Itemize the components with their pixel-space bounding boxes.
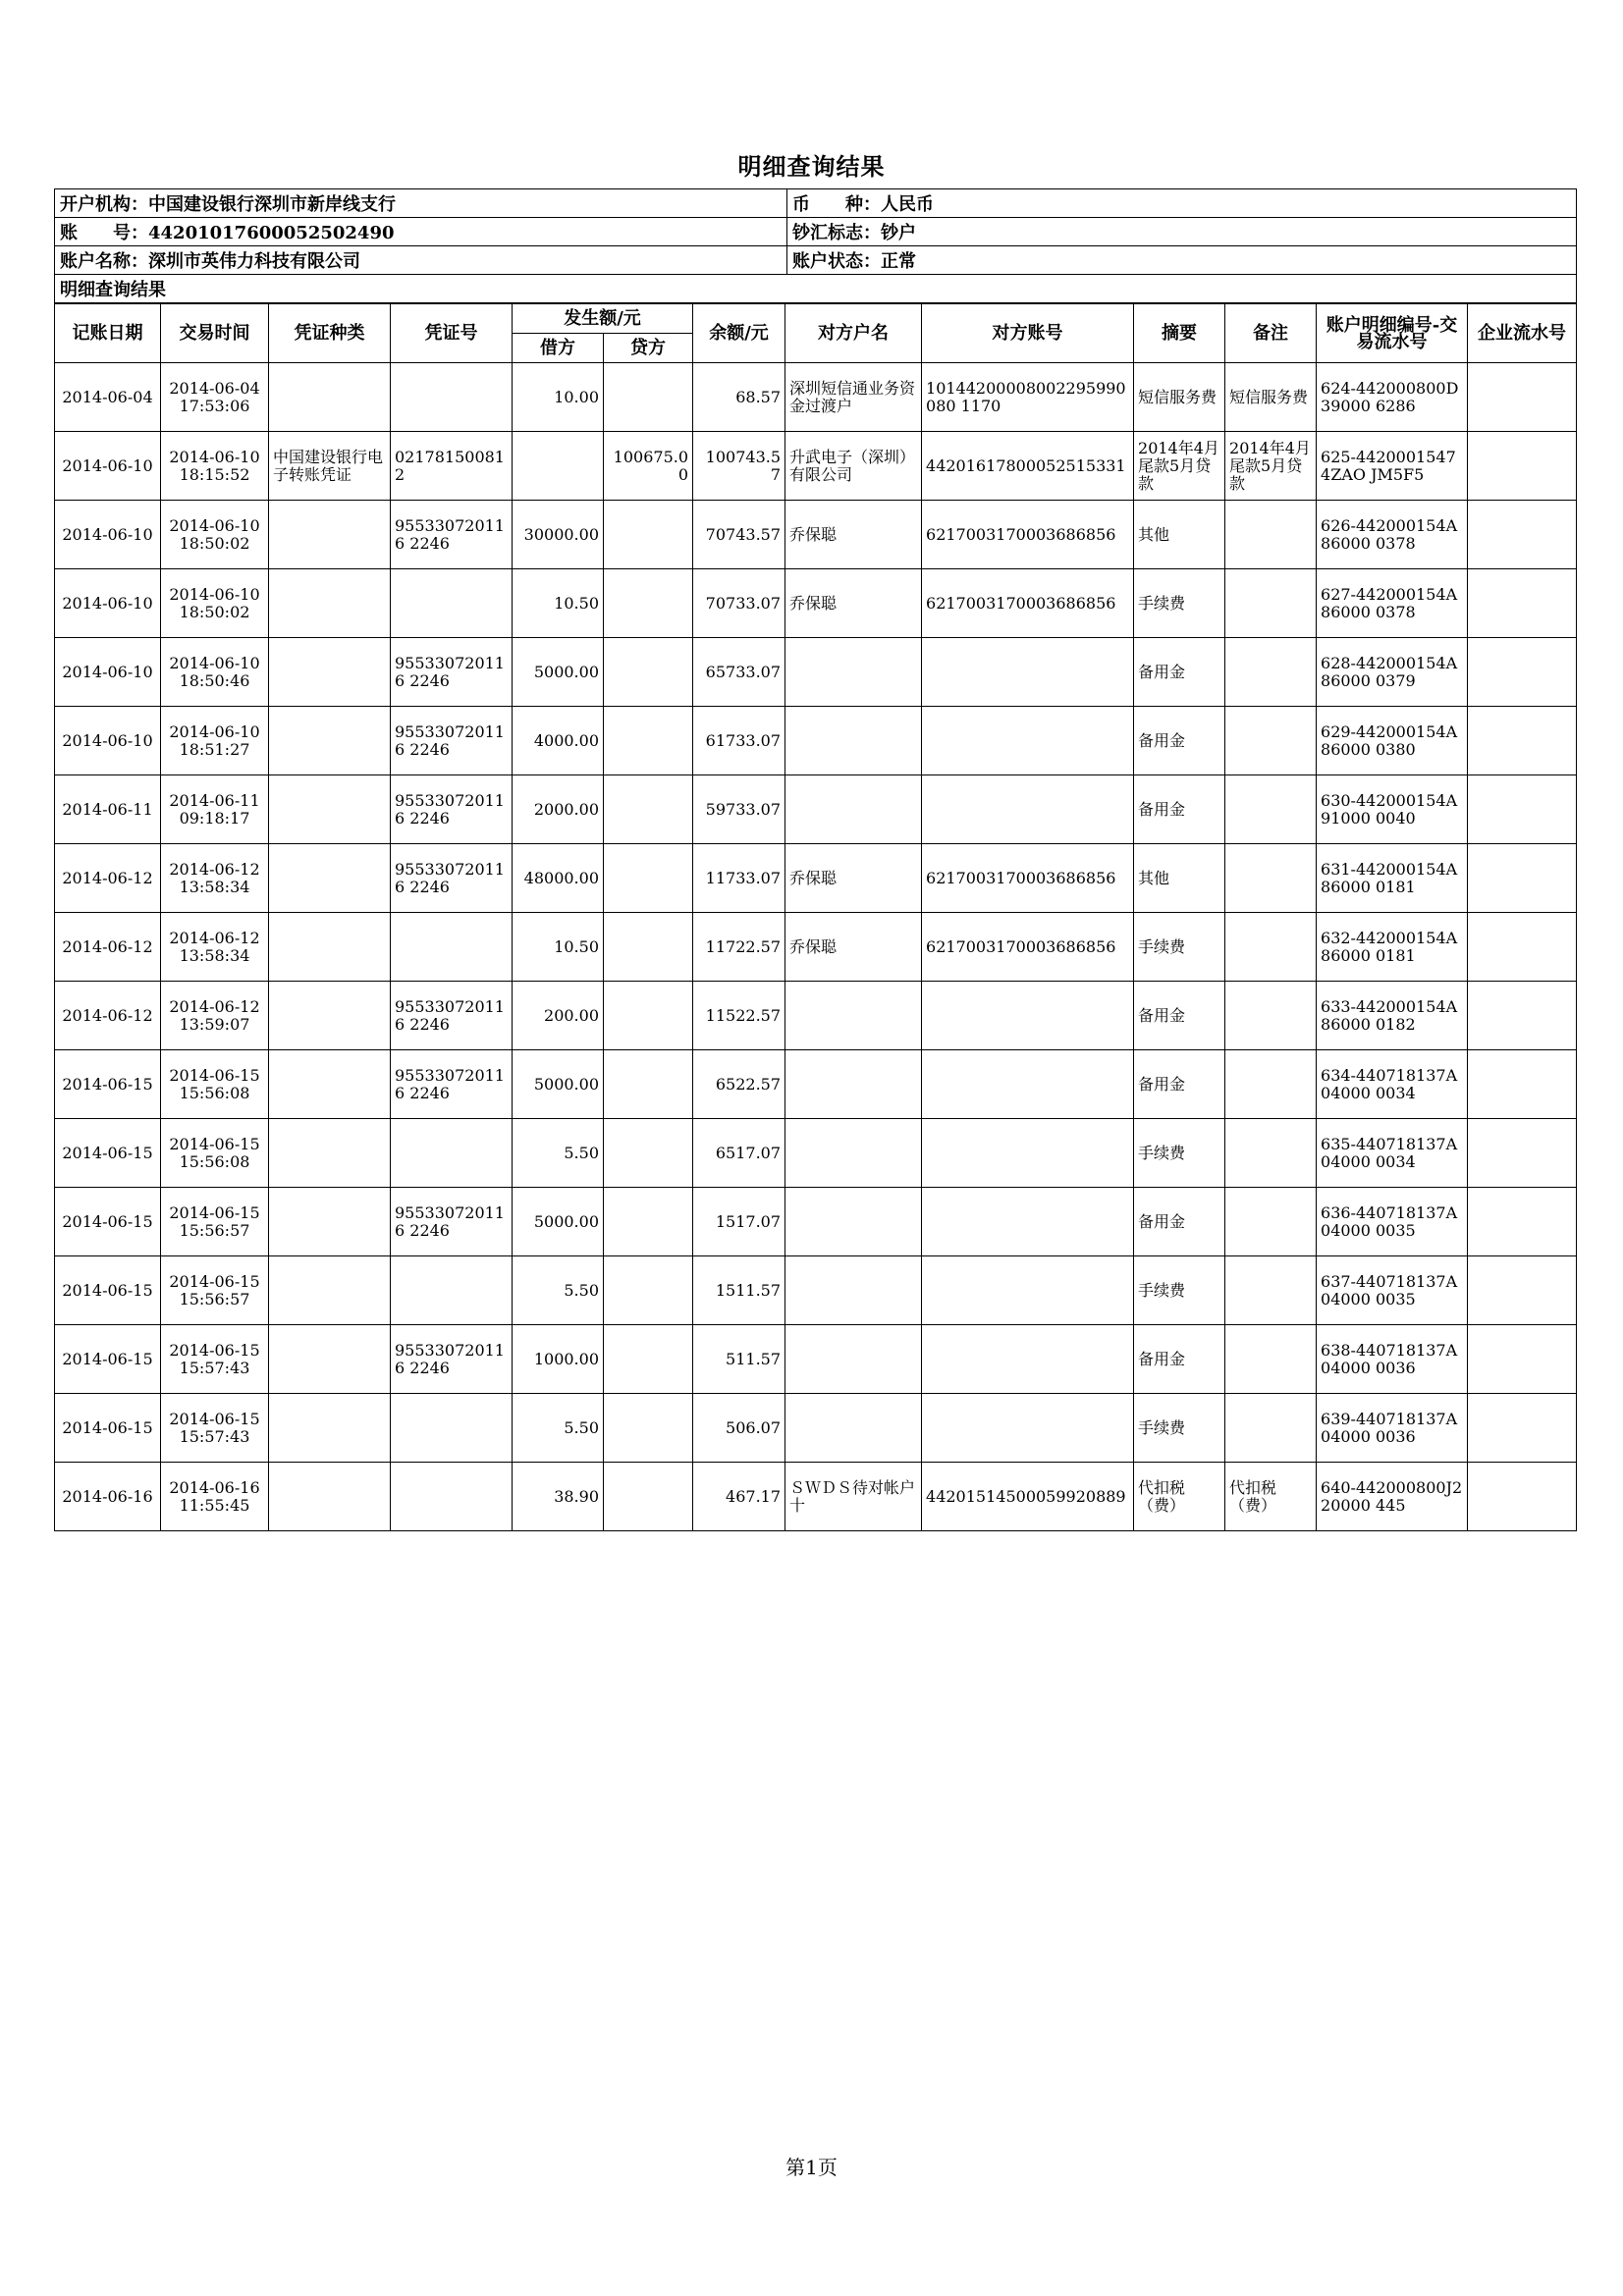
cell-party-account: 6217003170003686856	[922, 569, 1134, 638]
cell-serial: 634-440718137A04000 0034	[1317, 1050, 1468, 1119]
cell-enterprise-serial	[1468, 1119, 1577, 1188]
cell-party-name: 升武电子（深圳）有限公司	[785, 432, 922, 501]
cell-credit	[604, 1188, 693, 1256]
cell-party-account	[922, 707, 1134, 775]
cell-date: 2014-06-10	[55, 501, 161, 569]
cell-remark	[1225, 1256, 1317, 1325]
cell-party-name	[785, 1188, 922, 1256]
cash-flag-value: 钞户	[881, 223, 916, 243]
cell-date: 2014-06-12	[55, 982, 161, 1050]
cell-party-name	[785, 1256, 922, 1325]
cell-remark	[1225, 775, 1317, 844]
cell-date: 2014-06-10	[55, 432, 161, 501]
cell-date: 2014-06-15	[55, 1119, 161, 1188]
cell-voucher-no: 955330720116 2246	[391, 775, 513, 844]
cell-debit: 5000.00	[513, 1050, 604, 1119]
cell-time: 2014-06-10 18:51:27	[161, 707, 269, 775]
table-row	[55, 1188, 1577, 1256]
cell-credit	[604, 1325, 693, 1394]
cell-voucher-no	[391, 1256, 513, 1325]
cell-debit: 48000.00	[513, 844, 604, 913]
cell-party-account	[922, 1188, 1134, 1256]
cell-party-account	[922, 1325, 1134, 1394]
cell-date: 2014-06-10	[55, 638, 161, 707]
transaction-rows	[55, 363, 1577, 1531]
cell-balance: 511.57	[693, 1325, 785, 1394]
cell-voucher-no: 955330720116 2246	[391, 1325, 513, 1394]
cell-time: 2014-06-12 13:58:34	[161, 913, 269, 982]
table-row	[55, 982, 1577, 1050]
cell-balance: 1517.07	[693, 1188, 785, 1256]
cell-enterprise-serial	[1468, 569, 1577, 638]
cell-serial: 639-440718137A04000 0036	[1317, 1394, 1468, 1463]
cell-voucher-no	[391, 363, 513, 432]
cell-party-account	[922, 1050, 1134, 1119]
cell-debit: 4000.00	[513, 707, 604, 775]
cell-party-account: 44201617800052515331	[922, 432, 1134, 501]
cell-enterprise-serial	[1468, 501, 1577, 569]
cell-summary: 手续费	[1134, 569, 1225, 638]
table-row	[55, 432, 1577, 501]
cell-debit: 2000.00	[513, 775, 604, 844]
cell-party-account	[922, 638, 1134, 707]
cell-voucher-no: 955330720116 2246	[391, 982, 513, 1050]
table-row	[55, 775, 1577, 844]
cell-time: 2014-06-12 13:58:34	[161, 844, 269, 913]
table-row	[55, 1325, 1577, 1394]
page-title: 明细查询结果	[737, 152, 886, 181]
cell-voucher-type	[269, 1050, 391, 1119]
account-info-table	[54, 188, 1577, 303]
cell-party-name	[785, 775, 922, 844]
cell-serial: 629-442000154A86000 0380	[1317, 707, 1468, 775]
cell-debit: 5000.00	[513, 1188, 604, 1256]
cell-enterprise-serial	[1468, 1188, 1577, 1256]
cell-credit	[604, 501, 693, 569]
cell-debit: 5.50	[513, 1256, 604, 1325]
cell-party-name	[785, 982, 922, 1050]
cell-summary: 其他	[1134, 501, 1225, 569]
cell-voucher-type	[269, 1188, 391, 1256]
cell-serial: 640-442000800J220000 445	[1317, 1463, 1468, 1531]
cell-remark: 2014年4月尾款5月贷款	[1225, 432, 1317, 501]
cell-voucher-type	[269, 1394, 391, 1463]
cell-summary: 手续费	[1134, 1256, 1225, 1325]
cell-voucher-type	[269, 707, 391, 775]
cell-voucher-no: 955330720116 2246	[391, 501, 513, 569]
table-row	[55, 1050, 1577, 1119]
cell-serial: 625-44200015474ZAO JM5F5	[1317, 432, 1468, 501]
cell-party-name: 乔保聪	[785, 913, 922, 982]
cell-remark	[1225, 913, 1317, 982]
cell-summary: 备用金	[1134, 1325, 1225, 1394]
cell-summary: 手续费	[1134, 913, 1225, 982]
cash-flag-cell	[787, 218, 1577, 246]
cell-voucher-no: 955330720116 2246	[391, 1188, 513, 1256]
cell-balance: 1511.57	[693, 1256, 785, 1325]
cell-time: 2014-06-15 15:56:08	[161, 1050, 269, 1119]
cell-time: 2014-06-04 17:53:06	[161, 363, 269, 432]
cell-time: 2014-06-15 15:56:57	[161, 1256, 269, 1325]
cell-enterprise-serial	[1468, 363, 1577, 432]
cell-enterprise-serial	[1468, 1394, 1577, 1463]
cell-summary: 备用金	[1134, 707, 1225, 775]
cell-time: 2014-06-11 09:18:17	[161, 775, 269, 844]
header-party-account: 对方账号	[922, 304, 1134, 363]
table-row	[55, 638, 1577, 707]
cell-enterprise-serial	[1468, 982, 1577, 1050]
currency-value: 人民币	[881, 194, 934, 215]
cell-balance: 100743.57	[693, 432, 785, 501]
header-credit: 贷方	[604, 334, 693, 363]
cell-voucher-no: 955330720116 2246	[391, 638, 513, 707]
account-number-cell	[55, 218, 787, 246]
cell-remark	[1225, 1394, 1317, 1463]
account-name-cell	[55, 246, 787, 275]
cell-voucher-type	[269, 1463, 391, 1531]
cell-date: 2014-06-16	[55, 1463, 161, 1531]
cell-balance: 11522.57	[693, 982, 785, 1050]
cell-serial: 637-440718137A04000 0035	[1317, 1256, 1468, 1325]
cell-remark	[1225, 1188, 1317, 1256]
cell-enterprise-serial	[1468, 638, 1577, 707]
cell-party-name: ＳＷＤＳ待对帐户十	[785, 1463, 922, 1531]
cell-credit	[604, 844, 693, 913]
cell-time: 2014-06-15 15:56:57	[161, 1188, 269, 1256]
cell-serial: 624-442000800D39000 6286	[1317, 363, 1468, 432]
cell-date: 2014-06-15	[55, 1325, 161, 1394]
cell-summary: 备用金	[1134, 1188, 1225, 1256]
cell-credit	[604, 707, 693, 775]
cell-voucher-type: 中国建设银行电子转账凭证	[269, 432, 391, 501]
cell-voucher-type	[269, 501, 391, 569]
statement-frame	[54, 188, 1576, 1531]
cell-party-name	[785, 1119, 922, 1188]
cell-date: 2014-06-10	[55, 569, 161, 638]
cell-remark	[1225, 982, 1317, 1050]
header-time: 交易时间	[161, 304, 269, 363]
cash-flag-label: 钞汇标志：	[792, 223, 881, 243]
cell-party-account: 6217003170003686856	[922, 913, 1134, 982]
cell-credit	[604, 1050, 693, 1119]
cell-voucher-no: 021781500812	[391, 432, 513, 501]
cell-party-name	[785, 1394, 922, 1463]
cell-debit: 10.50	[513, 913, 604, 982]
cell-party-account: 44201514500059920889	[922, 1463, 1134, 1531]
cell-enterprise-serial	[1468, 1256, 1577, 1325]
currency-label: 币 种：	[792, 194, 881, 215]
cell-remark	[1225, 569, 1317, 638]
cell-voucher-type	[269, 913, 391, 982]
cell-remark	[1225, 1325, 1317, 1394]
header-summary: 摘要	[1134, 304, 1225, 363]
cell-voucher-type	[269, 982, 391, 1050]
cell-voucher-no: 955330720116 2246	[391, 844, 513, 913]
cell-date: 2014-06-15	[55, 1188, 161, 1256]
cell-party-account: 6217003170003686856	[922, 501, 1134, 569]
cell-remark	[1225, 1119, 1317, 1188]
cell-balance: 467.17	[693, 1463, 785, 1531]
cell-voucher-type	[269, 363, 391, 432]
table-row	[55, 844, 1577, 913]
cell-party-name: 乔保聪	[785, 844, 922, 913]
cell-credit: 100675.00	[604, 432, 693, 501]
account-name-label: 账户名称：	[60, 251, 148, 272]
account-status-label: 账户状态：	[792, 251, 881, 272]
cell-balance: 11722.57	[693, 913, 785, 982]
cell-voucher-no	[391, 1394, 513, 1463]
cell-party-name	[785, 1325, 922, 1394]
cell-summary: 其他	[1134, 844, 1225, 913]
cell-time: 2014-06-15 15:57:43	[161, 1394, 269, 1463]
cell-credit	[604, 913, 693, 982]
account-status-cell	[787, 246, 1577, 275]
cell-remark	[1225, 844, 1317, 913]
cell-voucher-type	[269, 1325, 391, 1394]
cell-balance: 68.57	[693, 363, 785, 432]
cell-debit: 1000.00	[513, 1325, 604, 1394]
cell-balance: 11733.07	[693, 844, 785, 913]
cell-date: 2014-06-12	[55, 913, 161, 982]
header-balance: 余额/元	[693, 304, 785, 363]
cell-credit	[604, 1463, 693, 1531]
cell-debit	[513, 432, 604, 501]
cell-credit	[604, 1394, 693, 1463]
cell-credit	[604, 569, 693, 638]
cell-date: 2014-06-12	[55, 844, 161, 913]
cell-voucher-type	[269, 1119, 391, 1188]
cell-summary: 短信服务费	[1134, 363, 1225, 432]
cell-party-name: 深圳短信通业务资金过渡户	[785, 363, 922, 432]
cell-party-account	[922, 1394, 1134, 1463]
cell-party-name	[785, 638, 922, 707]
cell-remark	[1225, 1050, 1317, 1119]
cell-date: 2014-06-04	[55, 363, 161, 432]
cell-summary: 手续费	[1134, 1394, 1225, 1463]
cell-date: 2014-06-15	[55, 1256, 161, 1325]
cell-enterprise-serial	[1468, 775, 1577, 844]
transaction-table	[54, 303, 1577, 1531]
cell-remark	[1225, 707, 1317, 775]
cell-party-account	[922, 1256, 1134, 1325]
cell-enterprise-serial	[1468, 1325, 1577, 1394]
cell-credit	[604, 363, 693, 432]
table-row	[55, 1119, 1577, 1188]
cell-voucher-type	[269, 1256, 391, 1325]
cell-voucher-no	[391, 913, 513, 982]
cell-party-account	[922, 775, 1134, 844]
cell-balance: 59733.07	[693, 775, 785, 844]
cell-credit	[604, 638, 693, 707]
cell-summary: 备用金	[1134, 1050, 1225, 1119]
cell-party-name	[785, 707, 922, 775]
cell-summary: 备用金	[1134, 638, 1225, 707]
header-debit: 借方	[513, 334, 604, 363]
cell-remark: 代扣税（费）	[1225, 1463, 1317, 1531]
institution-value: 中国建设银行深圳市新岸线支行	[148, 194, 396, 215]
cell-remark	[1225, 501, 1317, 569]
cell-serial: 630-442000154A91000 0040	[1317, 775, 1468, 844]
cell-voucher-no	[391, 569, 513, 638]
cell-enterprise-serial	[1468, 707, 1577, 775]
header-remark: 备注	[1225, 304, 1317, 363]
cell-time: 2014-06-10 18:50:46	[161, 638, 269, 707]
cell-party-name: 乔保聪	[785, 569, 922, 638]
account-number-label: 账 号：	[60, 223, 148, 243]
cell-serial: 635-440718137A04000 0034	[1317, 1119, 1468, 1188]
cell-enterprise-serial	[1468, 432, 1577, 501]
cell-balance: 70743.57	[693, 501, 785, 569]
cell-time: 2014-06-15 15:57:43	[161, 1325, 269, 1394]
cell-serial: 628-442000154A86000 0379	[1317, 638, 1468, 707]
cell-serial: 633-442000154A86000 0182	[1317, 982, 1468, 1050]
cell-serial: 626-442000154A86000 0378	[1317, 501, 1468, 569]
cell-summary: 代扣税（费）	[1134, 1463, 1225, 1531]
table-row	[55, 1463, 1577, 1531]
cell-balance: 6522.57	[693, 1050, 785, 1119]
account-name-value: 深圳市英伟力科技有限公司	[148, 251, 360, 272]
header-party-name: 对方户名	[785, 304, 922, 363]
cell-debit: 30000.00	[513, 501, 604, 569]
cell-balance: 61733.07	[693, 707, 785, 775]
cell-date: 2014-06-10	[55, 707, 161, 775]
cell-balance: 70733.07	[693, 569, 785, 638]
table-row	[55, 1394, 1577, 1463]
table-row	[55, 913, 1577, 982]
header-voucher-no: 凭证号	[391, 304, 513, 363]
cell-debit: 10.50	[513, 569, 604, 638]
header-date: 记账日期	[55, 304, 161, 363]
cell-remark	[1225, 638, 1317, 707]
cell-debit: 10.00	[513, 363, 604, 432]
cell-enterprise-serial	[1468, 844, 1577, 913]
header-enterprise-serial: 企业流水号	[1468, 304, 1577, 363]
cell-date: 2014-06-15	[55, 1394, 161, 1463]
cell-serial: 638-440718137A04000 0036	[1317, 1325, 1468, 1394]
cell-date: 2014-06-15	[55, 1050, 161, 1119]
cell-credit	[604, 1256, 693, 1325]
cell-time: 2014-06-16 11:55:45	[161, 1463, 269, 1531]
cell-voucher-type	[269, 638, 391, 707]
cell-balance: 65733.07	[693, 638, 785, 707]
header-serial: 账户明细编号-交易流水号	[1317, 304, 1468, 363]
account-number-value: 44201017600052502490	[148, 223, 395, 243]
cell-party-name	[785, 1050, 922, 1119]
section-title: 明细查询结果	[55, 275, 1577, 303]
table-row	[55, 569, 1577, 638]
cell-summary: 手续费	[1134, 1119, 1225, 1188]
table-row	[55, 707, 1577, 775]
cell-party-name: 乔保聪	[785, 501, 922, 569]
cell-credit	[604, 1119, 693, 1188]
cell-debit: 5.50	[513, 1119, 604, 1188]
cell-date: 2014-06-11	[55, 775, 161, 844]
cell-debit: 5000.00	[513, 638, 604, 707]
cell-time: 2014-06-12 13:59:07	[161, 982, 269, 1050]
cell-serial: 627-442000154A86000 0378	[1317, 569, 1468, 638]
cell-enterprise-serial	[1468, 913, 1577, 982]
cell-time: 2014-06-10 18:50:02	[161, 569, 269, 638]
cell-enterprise-serial	[1468, 1050, 1577, 1119]
cell-time: 2014-06-10 18:50:02	[161, 501, 269, 569]
cell-voucher-no	[391, 1119, 513, 1188]
cell-time: 2014-06-15 15:56:08	[161, 1119, 269, 1188]
cell-summary: 备用金	[1134, 982, 1225, 1050]
cell-balance: 6517.07	[693, 1119, 785, 1188]
cell-summary: 备用金	[1134, 775, 1225, 844]
page-number: 第1页	[785, 2156, 838, 2179]
cell-voucher-no	[391, 1463, 513, 1531]
cell-voucher-type	[269, 569, 391, 638]
cell-summary: 2014年4月尾款5月贷款	[1134, 432, 1225, 501]
table-row	[55, 363, 1577, 432]
cell-time: 2014-06-10 18:15:52	[161, 432, 269, 501]
currency-cell	[787, 189, 1577, 218]
cell-enterprise-serial	[1468, 1463, 1577, 1531]
cell-debit: 38.90	[513, 1463, 604, 1531]
table-row	[55, 501, 1577, 569]
cell-voucher-type	[269, 775, 391, 844]
account-status-value: 正常	[881, 251, 916, 272]
institution-cell	[55, 189, 787, 218]
cell-balance: 506.07	[693, 1394, 785, 1463]
cell-voucher-no: 955330720116 2246	[391, 1050, 513, 1119]
header-amount: 发生额/元	[513, 304, 693, 334]
cell-party-account	[922, 982, 1134, 1050]
cell-party-account: 10144200008002295990080 1170	[922, 363, 1134, 432]
cell-debit: 200.00	[513, 982, 604, 1050]
cell-debit: 5.50	[513, 1394, 604, 1463]
cell-voucher-type	[269, 844, 391, 913]
cell-remark: 短信服务费	[1225, 363, 1317, 432]
cell-party-account: 6217003170003686856	[922, 844, 1134, 913]
header-voucher-type: 凭证种类	[269, 304, 391, 363]
cell-voucher-no: 955330720116 2246	[391, 707, 513, 775]
cell-credit	[604, 982, 693, 1050]
cell-serial: 631-442000154A86000 0181	[1317, 844, 1468, 913]
cell-serial: 636-440718137A04000 0035	[1317, 1188, 1468, 1256]
cell-credit	[604, 775, 693, 844]
cell-serial: 632-442000154A86000 0181	[1317, 913, 1468, 982]
table-row	[55, 1256, 1577, 1325]
institution-label: 开户机构：	[60, 194, 148, 215]
cell-party-account	[922, 1119, 1134, 1188]
